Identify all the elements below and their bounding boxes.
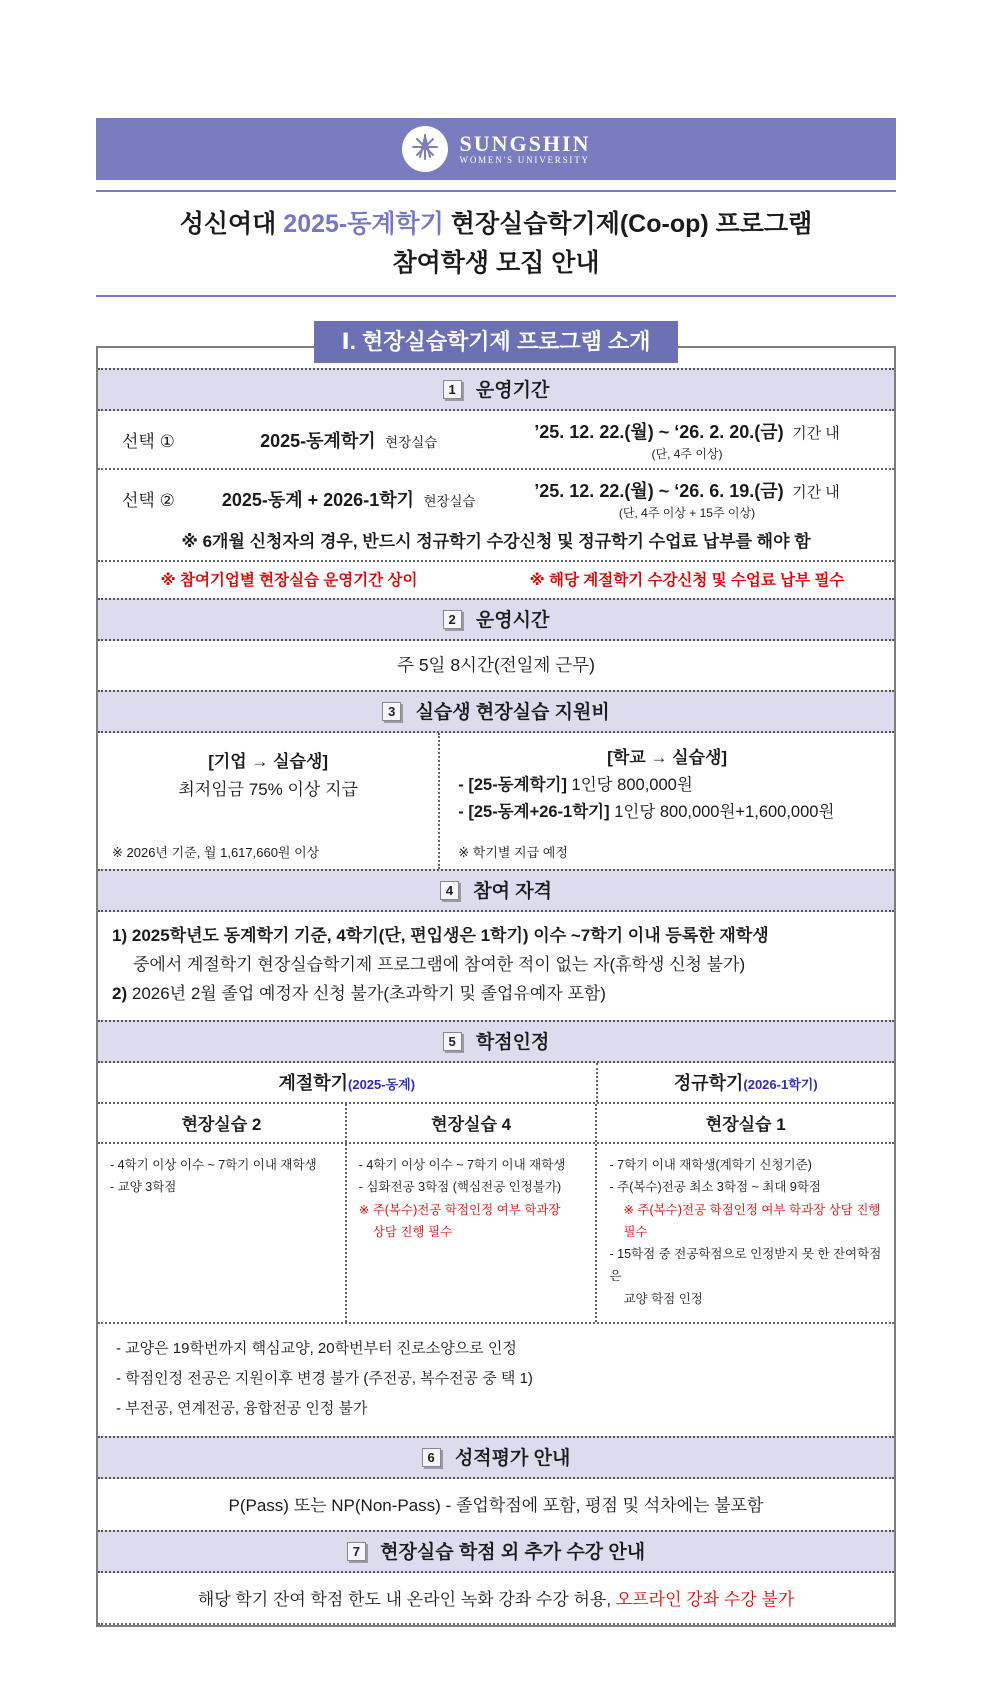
eligibility-item2-line [112, 979, 880, 1008]
university-banner [96, 118, 896, 180]
title-accent: 2025-동계학기 [283, 210, 444, 238]
option2-extra-note: ※ 6개월 신청자의 경우, 반드시 정규학기 수강신청 및 정규학기 수업료 납부를 해야 함 [181, 531, 811, 551]
eligibility-item2-text: 2026년 2월 졸업 예정자 신청 불가(초과학기 및 졸업유예자 포함) [131, 983, 606, 1003]
flower-icon [409, 131, 441, 168]
document-title [96, 205, 896, 283]
document-content [96, 190, 896, 1627]
band-support-pay-title: 실습생 현장실습 지원비 [415, 701, 610, 723]
option1-dates: ’25. 12. 22.(월) ~ ‘26. 2. 20.(금) [534, 421, 784, 442]
period-option1-row [98, 411, 894, 470]
eligibility-item2-num: 2) [112, 983, 128, 1003]
title-suffix: 현장실습학기제(Co-op) 프로그램 [450, 210, 813, 238]
option1-duration: (단, 4주 이상) [651, 446, 723, 461]
support-school-item1-amount: 1인당 800,000원 [571, 775, 693, 794]
credit-regular-label: 정규학기 [673, 1073, 744, 1094]
credit-seasonal-label: 계절학기 [278, 1073, 349, 1094]
program-intro-box [96, 346, 896, 1627]
band-operating-hours-title: 운영시간 [475, 609, 550, 631]
option2-dates: ’25. 12. 22.(월) ~ ‘26. 6. 19.(금) [534, 480, 784, 501]
credit-note-3: - 부전공, 연계전공, 융합전공 인정 불가 [116, 1399, 368, 1417]
band-extra-course [98, 1530, 894, 1573]
university-logo [402, 126, 448, 172]
option2-duration: (단, 4주 이상 + 15주 이상) [618, 505, 756, 520]
credit-col2-line2: - 심화전공 3학점 (핵심전공 인정불가) [358, 1180, 562, 1195]
band-operating-period [98, 368, 894, 411]
credit-col2-cell [345, 1144, 596, 1322]
credit-col3-line4: 교양 학점 인정 [623, 1291, 703, 1306]
credit-note-1: - 교양은 19학번까지 핵심교양, 20학번부터 진로소양으로 인정 [116, 1339, 517, 1357]
eligibility-item1-line2: 중에서 계절학기 현장실습학기제 프로그램에 참여한 적이 없는 자(휴학생 신청 불가) [133, 954, 746, 974]
support-company-header: [기업 → 실습생] [208, 751, 329, 771]
credit-table [98, 1063, 894, 1436]
support-company-cell [98, 733, 440, 869]
numbox-6: 6 [422, 1448, 441, 1467]
credit-col3-line2: - 주(복수)전공 최소 3학점 ~ 최대 9학점 [609, 1180, 821, 1195]
credit-col2-red1: ※ 주(복수)전공 학점인정 여부 학과장 [358, 1202, 561, 1217]
credit-col1-line2: - 교양 3학점 [110, 1180, 177, 1195]
option2-dates-tail: 기간 내 [792, 483, 840, 501]
period-warning-row [98, 562, 894, 598]
university-subname: WOMEN'S UNIVERSITY [459, 155, 590, 166]
band-grading-title: 성적평가 안내 [454, 1447, 571, 1469]
band-support-pay [98, 690, 894, 733]
warning-right: ※ 해당 계절학기 수강신청 및 수업료 납부 필수 [529, 571, 845, 589]
section-1-heading: Ⅰ. 현장실습학기제 프로그램 소개 [314, 321, 679, 363]
support-school-item2 [458, 798, 876, 822]
option1-label: 선택 ① [122, 432, 175, 451]
credit-notes [98, 1322, 894, 1436]
support-company-note: ※ 2026년 기준, 월 1,617,660원 이상 [112, 844, 320, 860]
university-name: SUNGSHIN [459, 130, 591, 156]
support-school-item2-term: - [25-동계+26-1학기] [458, 802, 610, 821]
option2-label: 선택 ② [122, 491, 175, 510]
numbox-7: 7 [347, 1542, 366, 1561]
extra-course-red-text: 오프라인 강좌 수강 불가 [615, 1589, 795, 1609]
credit-col2-red2: 상담 진행 필수 [372, 1224, 453, 1239]
credit-seasonal-header [98, 1063, 596, 1102]
option1-period [480, 418, 894, 462]
credit-col3-title: 현장실습 1 [595, 1104, 894, 1142]
title-rule-bottom [96, 295, 896, 297]
support-school-item1 [458, 771, 876, 795]
credit-col3-red: ※ 주(복수)전공 학점인정 여부 학과장 상담 진행 필수 [623, 1202, 881, 1239]
credit-col2-line1: - 4학기 이상 이수 ~ 7학기 이내 재학생 [358, 1158, 566, 1173]
credit-col2-title: 현장실습 4 [345, 1104, 596, 1142]
eligibility-block [98, 912, 894, 1021]
band-operating-hours [98, 598, 894, 641]
band-operating-period-title: 운영기간 [475, 379, 550, 401]
extra-course-body [98, 1573, 894, 1625]
band-eligibility [98, 869, 894, 912]
hours-body: 주 5일 8시간(전일제 근무) [397, 654, 595, 675]
support-company-body: 최저임금 75% 이상 지급 [178, 779, 358, 799]
numbox-5: 5 [443, 1032, 462, 1051]
warning-left: ※ 참여기업별 현장실습 운영기간 상이 [160, 571, 418, 589]
eligibility-item1-line1 [112, 921, 880, 950]
title-prefix: 성신여대 [179, 210, 277, 238]
option2-program-type: 현장실습 [423, 493, 476, 509]
title-rule-top [96, 190, 896, 192]
eligibility-item1-text: 2025학년도 동계학기 기준, 4학기(단, 편입생은 1학기) 이수 ~7학기 이내 등록한 재학생 [131, 925, 769, 945]
option1-program [217, 427, 480, 453]
band-extra-course-title: 현장실습 학점 외 추가 수강 안내 [380, 1541, 646, 1563]
option2-program-name: 2025-동계 + 2026-1학기 [221, 489, 414, 510]
title-line2: 참여학생 모집 안내 [392, 248, 600, 277]
section-banner-wrap [96, 321, 896, 363]
credit-regular-sub: (2026-1학기) [743, 1077, 818, 1093]
band-credit-title: 학점인정 [475, 1032, 550, 1054]
university-logo-text [460, 132, 591, 166]
extra-course-text: 해당 학기 잔여 학점 한도 내 온라인 녹화 강좌 수강 허용, [197, 1589, 612, 1609]
credit-col3-line1: - 7학기 이내 재학생(계학기 신청기준) [609, 1158, 812, 1173]
option1-dates-tail: 기간 내 [792, 424, 840, 442]
credit-col1-title: 현장실습 2 [181, 1115, 262, 1135]
credit-table-header2 [98, 1104, 894, 1144]
credit-col1-line1: - 4학기 이상 이수 ~ 7학기 이내 재학생 [110, 1158, 317, 1173]
support-school-item2-amount: 1인당 800,000원+1,600,000원 [614, 802, 835, 821]
eligibility-item1-num: 1) [112, 925, 128, 945]
credit-table-header1 [98, 1063, 894, 1104]
option2-period [480, 477, 894, 521]
support-school-cell [440, 733, 894, 869]
credit-seasonal-sub: (2025-동계) [348, 1077, 416, 1093]
option2-program [217, 486, 480, 512]
numbox-1: 1 [443, 380, 462, 399]
support-school-note: ※ 학기별 지급 예정 [458, 844, 568, 860]
band-eligibility-title: 참여 자격 [473, 880, 552, 902]
support-grid [98, 733, 894, 869]
credit-regular-header [596, 1063, 895, 1102]
support-school-item1-term: - [25-동계학기] [458, 775, 567, 794]
credit-col3-line3: - 15학점 중 전공학점으로 인정받지 못 한 잔여학점은 [609, 1247, 882, 1284]
option1-program-name: 2025-동계학기 [260, 430, 376, 451]
credit-note-2: - 학점인정 전공은 지원이후 변경 불가 (주전공, 복수전공 중 택 1) [116, 1369, 533, 1387]
credit-col3-cell [595, 1144, 894, 1322]
band-credit [98, 1020, 894, 1063]
credit-table-body [98, 1144, 894, 1322]
credit-col1-cell [98, 1144, 345, 1322]
grading-body: P(Pass) 또는 NP(Non-Pass) - 졸업학점에 포함, 평점 및 석차에는 불포함 [228, 1495, 764, 1515]
band-grading [98, 1436, 894, 1479]
numbox-2: 2 [443, 610, 462, 629]
numbox-4: 4 [440, 881, 459, 900]
numbox-3: 3 [382, 702, 401, 721]
support-school-header: [학교 → 실습생] [607, 747, 728, 767]
period-option2-row [98, 470, 894, 562]
option1-program-type: 현장실습 [385, 434, 438, 450]
